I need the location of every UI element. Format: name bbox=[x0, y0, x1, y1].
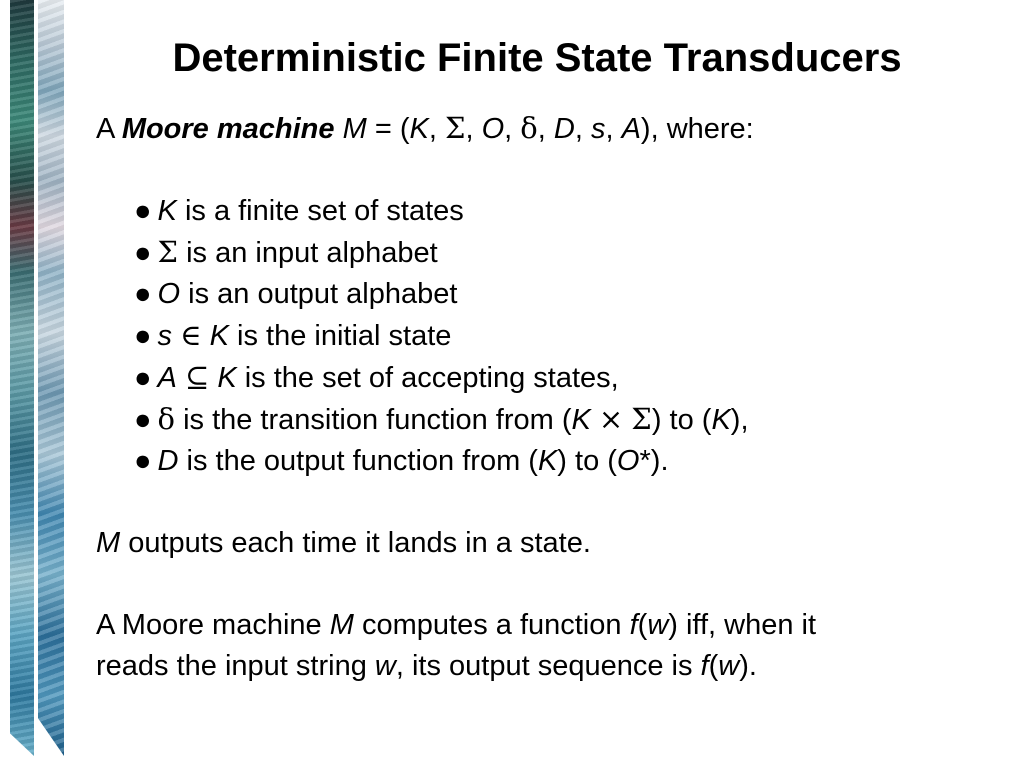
bullet-symbol: A bbox=[157, 362, 177, 394]
bullet-text: is the set of accepting states, bbox=[244, 362, 619, 394]
bullet-icon: ● bbox=[134, 404, 152, 436]
paren: ( bbox=[637, 609, 648, 641]
spacer bbox=[96, 564, 996, 605]
bullet-text: is the transition function from ( bbox=[183, 404, 572, 436]
machine-symbol: M bbox=[342, 113, 367, 145]
tuple-d: D bbox=[553, 113, 575, 145]
decorative-strip-left bbox=[10, 0, 34, 756]
computes-text: , its output sequence is bbox=[395, 650, 693, 682]
bullet-item-transition-function bbox=[96, 399, 996, 441]
bullet-symbol: K bbox=[209, 320, 229, 352]
computes-text: ) iff, when it bbox=[668, 609, 817, 641]
bullet-item-input-alphabet bbox=[96, 232, 996, 274]
subset-symbol: ⊆ bbox=[184, 360, 210, 394]
bullet-symbol: s bbox=[157, 320, 173, 352]
paren: ( bbox=[708, 650, 719, 682]
tuple-comma: , bbox=[428, 113, 445, 145]
bullet-symbol: K bbox=[157, 195, 177, 227]
bullet-item-accepting-states bbox=[96, 357, 996, 399]
computes-text: computes a function bbox=[361, 609, 622, 641]
note-text: outputs each time it lands in a state. bbox=[128, 527, 591, 559]
slide-body bbox=[96, 108, 996, 687]
bullet-text: is an input alphabet bbox=[186, 237, 438, 269]
output-note bbox=[96, 523, 996, 564]
element-of-symbol: ∈ bbox=[180, 318, 202, 352]
bullet-icon: ● bbox=[134, 195, 152, 227]
bullet-text: is a finite set of states bbox=[184, 195, 464, 227]
spacer bbox=[96, 150, 996, 191]
bullet-text: is an output alphabet bbox=[188, 278, 458, 310]
definition-line bbox=[96, 108, 996, 150]
bullet-symbol: Σ bbox=[157, 235, 179, 269]
bullet-item-output-function bbox=[96, 441, 996, 482]
bullet-symbol: K bbox=[537, 445, 558, 477]
bullet-symbol: K bbox=[711, 404, 731, 436]
bullet-symbol: K bbox=[571, 404, 591, 436]
spacer bbox=[96, 482, 996, 523]
tuple-comma: , bbox=[504, 113, 521, 145]
bullet-item-states bbox=[96, 191, 996, 232]
tuple-comma: , bbox=[605, 113, 622, 145]
computes-line-2 bbox=[96, 646, 996, 687]
computes-line-1 bbox=[96, 605, 996, 646]
equals-paren: = ( bbox=[374, 113, 410, 145]
definition-tail: ), where: bbox=[640, 113, 754, 145]
bullet-icon: ● bbox=[134, 445, 152, 477]
bullet-item-initial-state bbox=[96, 315, 996, 357]
tuple-comma: , bbox=[537, 113, 554, 145]
bullet-item-output-alphabet bbox=[96, 274, 996, 315]
computes-text: reads the input string bbox=[96, 650, 367, 682]
bullet-symbol: O bbox=[616, 445, 640, 477]
bullet-icon: ● bbox=[134, 320, 152, 352]
tuple-s: s bbox=[590, 113, 606, 145]
computes-text: ). bbox=[739, 650, 757, 682]
slide-title: Deterministic Finite State Transducers bbox=[172, 36, 902, 80]
function-symbol: f bbox=[629, 609, 638, 641]
times-symbol: × bbox=[598, 402, 624, 436]
bullet-text: ). bbox=[650, 445, 669, 477]
bullet-text: ) to ( bbox=[651, 404, 712, 436]
tuple-k: K bbox=[409, 113, 429, 145]
tuple-o: O bbox=[481, 113, 505, 145]
tuple-delta: δ bbox=[520, 111, 538, 145]
machine-symbol: M bbox=[329, 609, 354, 641]
bullet-text: ), bbox=[730, 404, 749, 436]
tuple-comma: , bbox=[465, 113, 482, 145]
bullet-text: is the initial state bbox=[237, 320, 452, 352]
bullet-symbol: Σ bbox=[631, 402, 652, 436]
bullet-symbol: O bbox=[157, 278, 181, 310]
tuple-comma: , bbox=[574, 113, 591, 145]
bullet-text: is the output function from ( bbox=[186, 445, 538, 477]
string-symbol: w bbox=[647, 609, 669, 641]
bullet-text: ) to ( bbox=[557, 445, 617, 477]
bullet-symbol: δ bbox=[157, 402, 175, 436]
string-symbol: w bbox=[718, 650, 740, 682]
machine-symbol: M bbox=[96, 527, 121, 559]
computes-text: A Moore machine bbox=[96, 609, 322, 641]
bullet-icon: ● bbox=[134, 278, 152, 310]
moore-machine-term: Moore machine bbox=[121, 113, 335, 145]
decorative-strip-right bbox=[38, 0, 64, 756]
bullet-icon: ● bbox=[134, 237, 152, 269]
bullet-symbol: D bbox=[157, 445, 179, 477]
function-symbol: f bbox=[700, 650, 709, 682]
bullet-symbol: K bbox=[217, 362, 237, 394]
tuple-a: A bbox=[621, 113, 641, 145]
string-symbol: w bbox=[374, 650, 396, 682]
tuple-sigma: Σ bbox=[444, 111, 466, 145]
kleene-star: * bbox=[639, 445, 651, 477]
bullet-icon: ● bbox=[134, 362, 152, 394]
intro-article: A bbox=[96, 113, 114, 145]
